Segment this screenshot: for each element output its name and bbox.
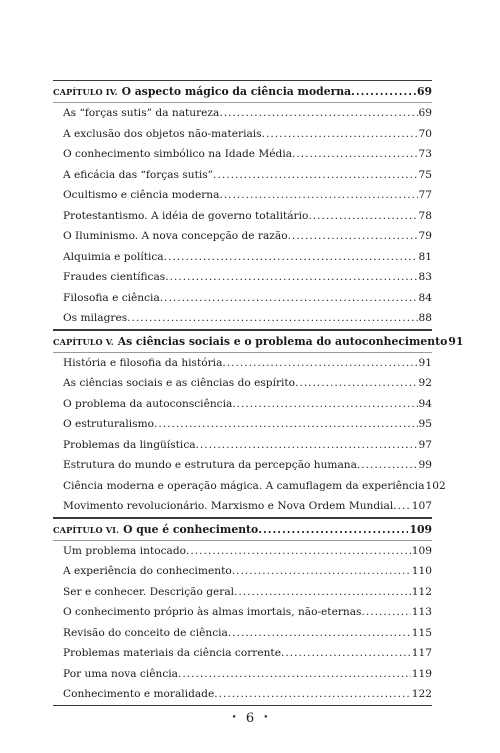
toc-entry[interactable] xyxy=(53,144,432,165)
dot-leader xyxy=(196,435,418,456)
toc-entry[interactable] xyxy=(53,602,432,623)
entry-title: O conhecimento próprio às almas imortais, não-eternas xyxy=(63,606,362,618)
chapter-number: CAPÍTULO IV. xyxy=(53,87,118,97)
page-footer xyxy=(0,711,500,726)
dot-leader xyxy=(219,185,417,206)
toc-entry[interactable] xyxy=(53,288,432,309)
entry-title: A eficácia das “forças sutis” xyxy=(63,168,214,181)
entry-title: Um problema intocado xyxy=(63,544,186,557)
dot-leader xyxy=(228,623,411,644)
entry-title: Protestantismo. A idéia de governo totalitário xyxy=(63,209,309,222)
ornament-left-icon: • xyxy=(231,713,237,723)
entry-page: 94 xyxy=(418,397,432,410)
dot-leader xyxy=(292,144,417,165)
chapter-section xyxy=(53,330,464,518)
table-of-contents xyxy=(53,80,464,706)
entry-page: 112 xyxy=(411,585,432,598)
entry-page: 122 xyxy=(411,688,432,700)
entry-page: 88 xyxy=(418,312,432,324)
dot-leader xyxy=(160,288,418,309)
toc-entry[interactable] xyxy=(53,373,432,394)
entry-page: 95 xyxy=(418,418,432,430)
entry-page: 73 xyxy=(418,148,432,160)
dot-leader xyxy=(351,81,416,102)
chapter-title: As ciências sociais e o problema do autoconhecimento xyxy=(117,334,448,348)
entry-page: 78 xyxy=(418,209,432,222)
dot-leader xyxy=(288,226,418,247)
dot-leader xyxy=(295,373,417,394)
chapter-heading[interactable] xyxy=(53,518,432,540)
entry-title: O problema da autoconsciência xyxy=(63,397,233,410)
dot-leader xyxy=(308,206,417,227)
dot-leader xyxy=(393,496,411,517)
dot-leader xyxy=(127,308,417,329)
dot-leader xyxy=(232,394,417,415)
ornament-right-icon: • xyxy=(263,713,269,723)
toc-entry[interactable] xyxy=(53,643,432,664)
dot-leader xyxy=(357,455,418,476)
chapter-section xyxy=(53,518,432,706)
entry-title: Ocultismo e ciência moderna xyxy=(63,189,220,201)
toc-entry[interactable] xyxy=(53,165,432,186)
chapter-heading[interactable] xyxy=(53,330,464,352)
entry-title: Por uma nova ciência xyxy=(63,667,178,680)
toc-entry[interactable] xyxy=(53,623,432,644)
dot-leader xyxy=(219,103,417,124)
dot-leader xyxy=(154,414,418,435)
chapter-page: 91 xyxy=(448,334,464,348)
entry-page: 79 xyxy=(418,230,432,242)
entry-title: Estrutura do mundo e estrutura da percepção humana xyxy=(63,459,357,471)
chapter-number: CAPÍTULO V. xyxy=(53,336,114,347)
dot-leader xyxy=(234,582,411,603)
entry-title: As “forças sutis” da natureza xyxy=(63,107,220,119)
chapter-page: 69 xyxy=(416,85,432,98)
entry-page: 115 xyxy=(411,626,432,639)
entry-title: Ciência moderna e operação mágica. A camuflagem da experiência xyxy=(63,479,425,492)
entry-page: 113 xyxy=(411,606,432,618)
entry-page: 84 xyxy=(418,291,432,304)
dot-leader xyxy=(213,165,417,186)
dot-leader xyxy=(222,353,417,374)
toc-entry[interactable] xyxy=(53,308,432,329)
toc-entry[interactable] xyxy=(53,124,432,145)
entry-page: 109 xyxy=(411,544,432,557)
dot-leader xyxy=(214,684,411,705)
entry-title: A experiência do conhecimento xyxy=(63,565,232,577)
dot-leader xyxy=(232,561,411,582)
toc-entry[interactable] xyxy=(53,582,432,603)
entry-title: As ciências sociais e as ciências do espírito xyxy=(63,377,296,389)
entry-title: Fraudes científicas xyxy=(63,271,166,283)
entry-title: Problemas da lingüística xyxy=(63,438,196,451)
toc-entry[interactable] xyxy=(53,267,432,288)
entry-title: O conhecimento simbólico na Idade Média xyxy=(63,148,293,160)
toc-entry[interactable] xyxy=(53,352,432,374)
entry-page: 119 xyxy=(411,667,432,680)
chapter-title: O aspecto mágico da ciência moderna xyxy=(121,85,352,98)
dot-leader xyxy=(186,541,411,562)
entry-page: 92 xyxy=(418,377,432,389)
chapter-number: CAPÍTULO VI. xyxy=(53,524,120,535)
entry-title: Revisão do conceito de ciência xyxy=(63,626,228,639)
toc-entry[interactable] xyxy=(53,540,432,562)
entry-page: 110 xyxy=(411,565,432,577)
dot-leader xyxy=(258,519,408,540)
entry-page: 107 xyxy=(411,500,432,512)
toc-entry[interactable] xyxy=(53,476,446,497)
entry-page: 70 xyxy=(418,127,432,140)
entry-title: Movimento revolucionário. Marxismo e Nova Ordem Mundial xyxy=(63,500,394,512)
toc-entry[interactable] xyxy=(53,226,432,247)
dot-leader xyxy=(165,267,417,288)
toc-entry[interactable] xyxy=(53,561,432,582)
toc-entry[interactable] xyxy=(53,455,432,476)
entry-page: 102 xyxy=(425,479,446,492)
toc-entry[interactable] xyxy=(53,414,432,435)
entry-page: 69 xyxy=(418,107,432,119)
toc-entry[interactable] xyxy=(53,206,432,227)
toc-entry[interactable] xyxy=(53,435,432,456)
entry-page: 83 xyxy=(418,271,432,283)
page-number: 6 xyxy=(245,711,255,726)
dot-leader xyxy=(262,124,418,145)
toc-entry[interactable] xyxy=(53,247,432,268)
entry-title: História e filosofia da história xyxy=(63,356,223,369)
dot-leader xyxy=(178,664,411,685)
toc-entry[interactable] xyxy=(53,102,432,124)
chapter-heading[interactable] xyxy=(53,80,432,102)
dot-leader xyxy=(281,643,411,664)
entry-title: Alquimia e política xyxy=(63,250,164,263)
chapter-page: 109 xyxy=(409,522,432,536)
entry-title: Os milagres xyxy=(63,312,128,324)
chapter-title: O que é conhecimento xyxy=(123,522,259,536)
dot-leader xyxy=(164,247,418,268)
toc-entry[interactable] xyxy=(53,664,432,685)
chapter-section xyxy=(53,80,432,330)
entry-page: 99 xyxy=(418,459,432,471)
entry-title: Problemas materiais da ciência corrente xyxy=(63,647,281,659)
toc-entry[interactable] xyxy=(53,394,432,415)
entry-page: 75 xyxy=(418,168,432,181)
toc-entry[interactable] xyxy=(53,496,432,517)
entry-title: Ser e conhecer. Descrição geral xyxy=(63,585,235,598)
entry-title: O Iluminismo. A nova concepção de razão xyxy=(63,230,288,242)
entry-page: 97 xyxy=(418,438,432,451)
entry-title: A exclusão dos objetos não-materiais xyxy=(63,127,262,140)
entry-title: Conhecimento e moralidade xyxy=(63,688,215,700)
entry-title: O estruturalismo xyxy=(63,418,154,430)
entry-page: 81 xyxy=(418,250,432,263)
entry-page: 91 xyxy=(418,356,432,369)
entry-page: 117 xyxy=(411,647,432,659)
entry-title: Filosofia e ciência xyxy=(63,291,160,304)
toc-entry[interactable] xyxy=(53,185,432,206)
entry-page: 77 xyxy=(418,189,432,201)
dot-leader xyxy=(361,602,410,623)
toc-entry[interactable] xyxy=(53,684,432,705)
